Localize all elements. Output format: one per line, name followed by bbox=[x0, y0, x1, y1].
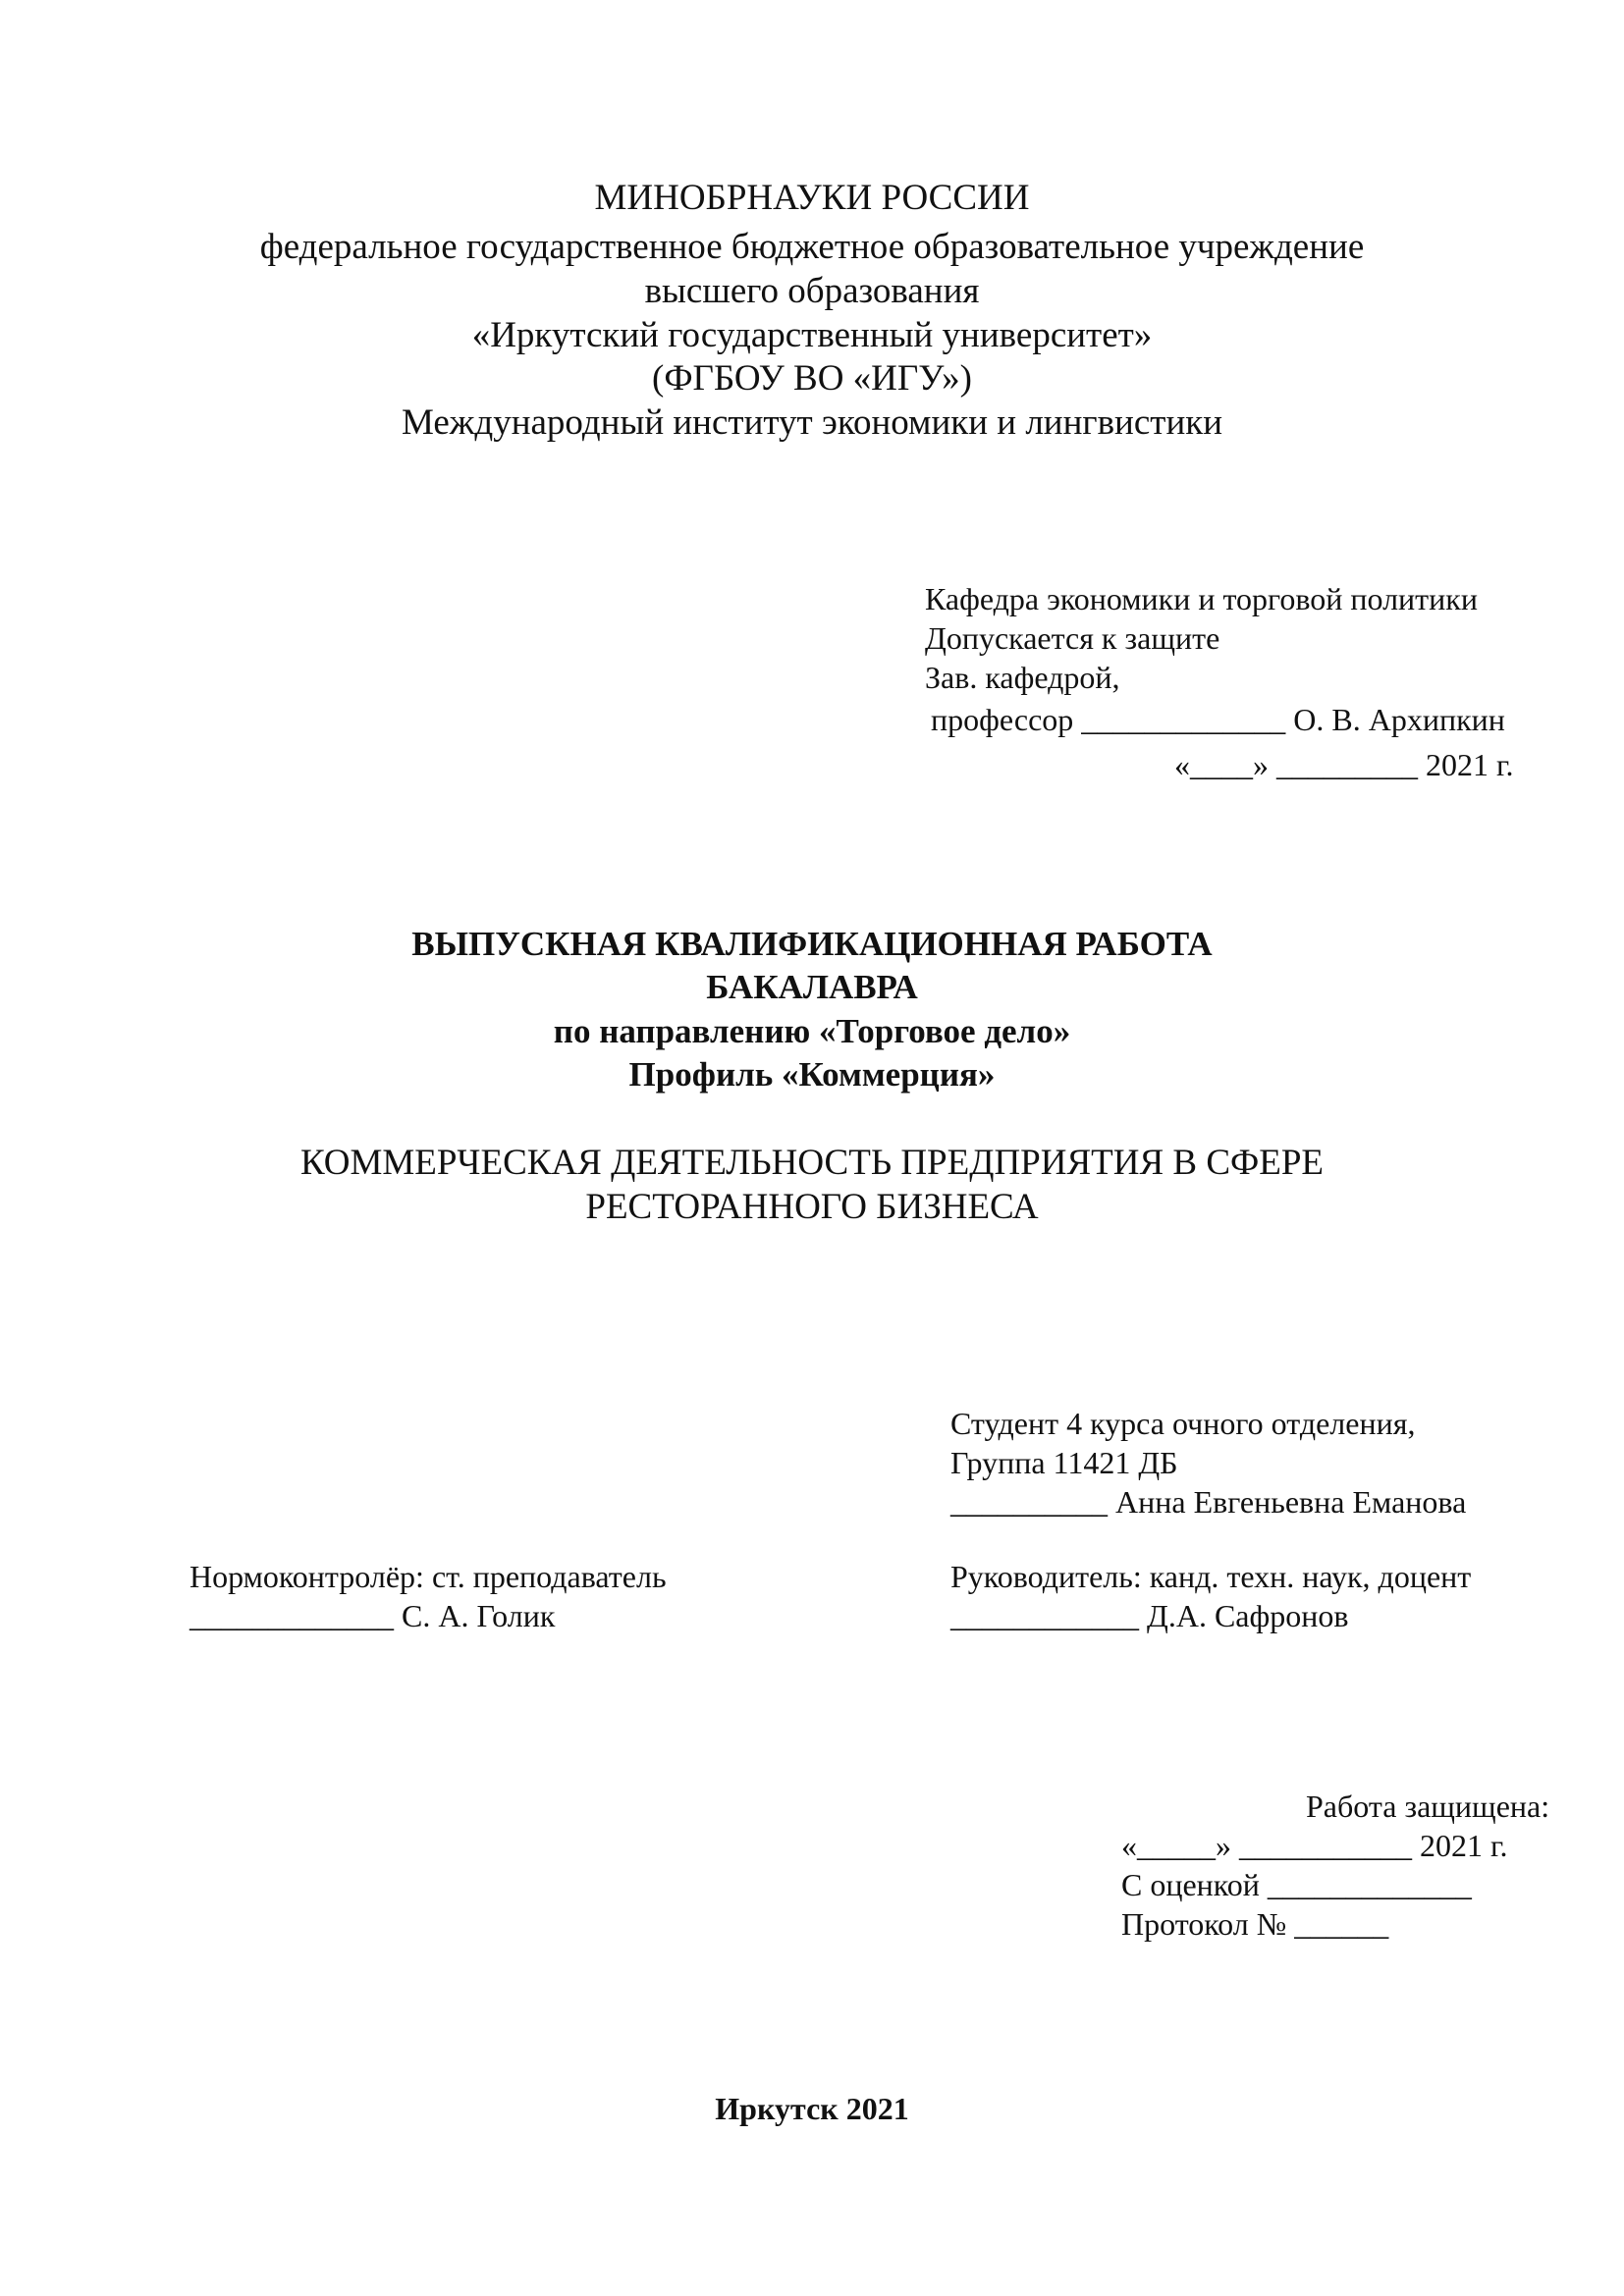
defense-protocol-line: Протокол № ______ bbox=[1121, 1906, 1389, 1942]
student-info-line-1: Студент 4 курса очного отделения, bbox=[950, 1406, 1416, 1441]
thesis-topic-line-1: КОММЕРЧЕСКАЯ ДЕЯТЕЛЬНОСТЬ ПРЕДПРИЯТИЯ В СФЕРЕ bbox=[299, 1143, 1325, 1183]
professor-signature-line: профессор _____________ О. В. Архипкин bbox=[931, 702, 1505, 737]
department-head-label: Зав. кафедрой, bbox=[925, 660, 1120, 695]
thesis-title-line-2: БАКАЛАВРА bbox=[706, 968, 918, 1006]
thesis-topic-line-2: РЕСТОРАННОГО БИЗНЕСА bbox=[585, 1187, 1039, 1227]
institution-line-2: высшего образования bbox=[644, 271, 980, 311]
institution-line-1: федеральное государственное бюджетное образовательное учреждение bbox=[259, 227, 1365, 267]
thesis-direction: по направлению «Торговое дело» bbox=[553, 1012, 1071, 1050]
approval-date-line: «____» _________ 2021 г. bbox=[1174, 747, 1514, 782]
admitted-to-defense: Допускается к защите bbox=[925, 620, 1220, 656]
university-abbreviation: (ФГБОУ ВО «ИГУ») bbox=[652, 358, 972, 399]
defense-date-line: «_____» ___________ 2021 г. bbox=[1121, 1828, 1508, 1863]
defense-grade-line: С оценкой _____________ bbox=[1121, 1867, 1472, 1902]
thesis-title-line-1: ВЫПУСКНАЯ КВАЛИФИКАЦИОННАЯ РАБОТА bbox=[411, 925, 1213, 963]
supervisor-label: Руководитель: канд. техн. наук, доцент bbox=[950, 1559, 1472, 1594]
student-signature-line: __________ Анна Евгеньевна Еманова bbox=[950, 1484, 1467, 1520]
ministry-heading: МИНОБРНАУКИ РОССИИ bbox=[594, 178, 1030, 218]
department-name: Кафедра экономики и торговой политики bbox=[925, 581, 1478, 616]
institute-name: Международный институт экономики и лингвистики bbox=[401, 402, 1223, 443]
supervisor-signature-line: ____________ Д.А. Сафронов bbox=[950, 1598, 1349, 1633]
thesis-profile: Профиль «Коммерция» bbox=[628, 1055, 996, 1094]
city-year: Иркутск 2021 bbox=[715, 2091, 909, 2126]
normcontrol-label: Нормоконтролёр: ст. преподаватель bbox=[189, 1559, 667, 1594]
university-name: «Иркутский государственный университет» bbox=[471, 315, 1153, 355]
defense-status: Работа защищена: bbox=[1306, 1789, 1550, 1824]
student-group: Группа 11421 ДБ bbox=[950, 1445, 1178, 1480]
normcontrol-signature-line: _____________ С. А. Голик bbox=[189, 1598, 556, 1633]
